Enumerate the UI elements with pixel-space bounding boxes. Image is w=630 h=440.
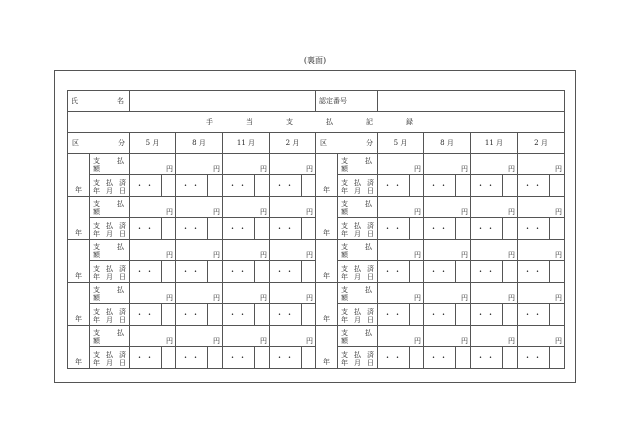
paid-date-cell[interactable]: ・・	[424, 175, 456, 197]
amount-cell[interactable]	[424, 197, 471, 218]
amount-row	[68, 283, 565, 304]
yen-unit: 円	[555, 337, 562, 345]
amount-cell[interactable]	[176, 283, 223, 304]
amount-label: 支 払 額	[90, 197, 130, 218]
paid-date-extra-cell[interactable]	[208, 304, 223, 326]
year-label: 年	[316, 326, 338, 369]
amount-cell[interactable]	[223, 197, 270, 218]
paid-date-cell[interactable]: ・・	[518, 261, 550, 283]
yen-unit: 円	[555, 165, 562, 173]
paid-date-cell[interactable]: ・・	[270, 304, 302, 326]
yen-unit: 円	[306, 294, 313, 302]
amount-cell[interactable]	[130, 240, 176, 261]
yen-unit: 円	[260, 337, 267, 345]
amount-cell[interactable]	[471, 326, 518, 347]
year-label: 年	[316, 283, 338, 326]
paid-date-cell[interactable]: ・・	[378, 304, 410, 326]
paid-date-cell[interactable]: ・・	[130, 304, 162, 326]
yen-unit: 円	[414, 165, 421, 173]
month-header-right-feb: 2 月	[518, 133, 565, 154]
yen-unit: 円	[213, 165, 220, 173]
paid-date-cell[interactable]: ・・	[270, 175, 302, 197]
paid-date-cell[interactable]: ・・	[130, 261, 162, 283]
paid-date-cell[interactable]: ・・	[471, 175, 503, 197]
paid-date-label	[338, 175, 378, 197]
paid-date-extra-cell[interactable]	[162, 218, 176, 240]
amount-cell[interactable]	[270, 326, 316, 347]
amount-label: 支 払 額	[90, 283, 130, 304]
paid-date-extra-cell[interactable]	[410, 261, 424, 283]
amount-cell[interactable]	[270, 283, 316, 304]
amount-cell[interactable]	[378, 326, 424, 347]
paid-date-extra-cell[interactable]	[302, 175, 316, 197]
certification-number-label: 認定番号	[316, 91, 378, 112]
yen-unit: 円	[508, 337, 515, 345]
paid-date-extra-cell[interactable]	[456, 261, 471, 283]
paid-date-extra-cell[interactable]	[503, 261, 518, 283]
paid-label-line2: 年 月 日	[341, 229, 374, 238]
yen-unit: 円	[260, 165, 267, 173]
paid-date-cell[interactable]: ・・	[518, 218, 550, 240]
paid-date-extra-cell[interactable]	[410, 175, 424, 197]
paid-date-cell[interactable]: ・・	[176, 218, 208, 240]
yen-unit: 円	[508, 251, 515, 259]
paid-date-cell[interactable]: ・・	[223, 347, 255, 369]
paid-date-cell[interactable]: ・・	[378, 347, 410, 369]
paid-date-cell[interactable]: ・・	[176, 304, 208, 326]
amount-label: 支 払 額	[338, 240, 378, 261]
paid-date-extra-cell[interactable]	[456, 347, 471, 369]
amount-cell[interactable]	[130, 283, 176, 304]
amount-cell[interactable]	[378, 240, 424, 261]
paid-date-extra-cell[interactable]	[550, 175, 565, 197]
yen-unit: 円	[166, 294, 173, 302]
amount-cell[interactable]	[518, 326, 565, 347]
yen-unit: 円	[414, 294, 421, 302]
paid-label-line1: 支 払 済	[341, 264, 374, 273]
amount-cell[interactable]	[378, 197, 424, 218]
yen-unit: 円	[213, 251, 220, 259]
paid-date-extra-cell[interactable]	[302, 347, 316, 369]
yen-unit: 円	[260, 294, 267, 302]
yen-unit: 円	[306, 251, 313, 259]
amount-cell[interactable]	[518, 154, 565, 175]
paid-label-line1: 支 払 済	[341, 221, 374, 230]
paid-date-label	[90, 218, 130, 240]
yen-unit: 円	[306, 165, 313, 173]
amount-cell[interactable]	[130, 154, 176, 175]
paid-date-extra-cell[interactable]	[255, 261, 270, 283]
amount-label: 支 払 額	[90, 154, 130, 175]
yen-unit: 円	[508, 294, 515, 302]
paid-date-extra-cell[interactable]	[162, 304, 176, 326]
amount-row	[68, 326, 565, 347]
year-label: 年	[68, 197, 90, 240]
paid-date-extra-cell[interactable]	[550, 218, 565, 240]
paid-date-cell[interactable]: ・・	[471, 304, 503, 326]
name-field[interactable]	[130, 91, 316, 112]
paid-date-extra-cell[interactable]	[255, 175, 270, 197]
paid-date-cell[interactable]: ・・	[424, 304, 456, 326]
paid-label-line2: 年 月 日	[93, 315, 126, 324]
year-label: 年	[316, 154, 338, 197]
paid-date-cell[interactable]: ・・	[518, 347, 550, 369]
paid-date-cell[interactable]: ・・	[130, 347, 162, 369]
paid-date-cell[interactable]: ・・	[471, 261, 503, 283]
paid-date-cell[interactable]: ・・	[378, 218, 410, 240]
year-label: 年	[68, 240, 90, 283]
payment-record-table	[67, 90, 565, 369]
paid-date-cell[interactable]: ・・	[424, 218, 456, 240]
paid-date-cell[interactable]: ・・	[223, 304, 255, 326]
paid-date-extra-cell[interactable]	[503, 218, 518, 240]
paid-date-extra-cell[interactable]	[255, 347, 270, 369]
page-side-caption: (裏面)	[303, 56, 327, 65]
paid-date-cell[interactable]: ・・	[471, 347, 503, 369]
paid-date-cell[interactable]: ・・	[130, 218, 162, 240]
paid-date-label	[338, 347, 378, 369]
amount-cell[interactable]	[424, 326, 471, 347]
yen-unit: 円	[555, 208, 562, 216]
month-header-right-aug: 8 月	[424, 133, 471, 154]
paid-date-cell[interactable]: ・・	[518, 175, 550, 197]
paid-date-extra-cell[interactable]	[208, 261, 223, 283]
paid-date-extra-cell[interactable]	[503, 347, 518, 369]
yen-unit: 円	[414, 251, 421, 259]
paid-date-cell[interactable]: ・・	[270, 261, 302, 283]
yen-unit: 円	[213, 294, 220, 302]
paid-date-label	[90, 261, 130, 283]
yen-unit: 円	[461, 251, 468, 259]
paid-label-line2: 年 月 日	[93, 186, 126, 195]
year-label: 年	[68, 326, 90, 369]
paid-date-extra-cell[interactable]	[208, 175, 223, 197]
paid-label-line1: 支 払 済	[93, 178, 126, 187]
paid-label-line1: 支 払 済	[93, 307, 126, 316]
paid-label-line2: 年 月 日	[341, 186, 374, 195]
yen-unit: 円	[166, 165, 173, 173]
amount-cell[interactable]	[223, 154, 270, 175]
paid-date-cell[interactable]: ・・	[270, 218, 302, 240]
yen-unit: 円	[213, 337, 220, 345]
paid-label-line1: 支 払 済	[341, 350, 374, 359]
paid-label-line1: 支 払 済	[341, 178, 374, 187]
paid-date-extra-cell[interactable]	[302, 261, 316, 283]
paid-date-extra-cell[interactable]	[456, 175, 471, 197]
paid-date-cell[interactable]: ・・	[223, 261, 255, 283]
yen-unit: 円	[555, 251, 562, 259]
amount-cell[interactable]	[518, 240, 565, 261]
paid-date-extra-cell[interactable]	[456, 218, 471, 240]
paid-date-extra-cell[interactable]	[302, 218, 316, 240]
amount-label: 支 払 額	[338, 154, 378, 175]
amount-label: 支 払 額	[338, 197, 378, 218]
paid-label-line2: 年 月 日	[341, 358, 374, 367]
paid-label-line1: 支 払 済	[93, 221, 126, 230]
amount-cell[interactable]	[471, 154, 518, 175]
yen-unit: 円	[414, 337, 421, 345]
amount-row	[68, 197, 565, 218]
month-header-left-aug: 8 月	[176, 133, 223, 154]
amount-cell[interactable]	[378, 283, 424, 304]
amount-cell[interactable]	[223, 326, 270, 347]
paid-date-cell[interactable]: ・・	[223, 175, 255, 197]
paid-date-extra-cell[interactable]	[162, 347, 176, 369]
amount-cell[interactable]	[176, 197, 223, 218]
paid-date-label	[338, 218, 378, 240]
paid-date-cell[interactable]: ・・	[424, 261, 456, 283]
month-header-left-nov: 11 月	[223, 133, 270, 154]
amount-cell[interactable]	[223, 283, 270, 304]
amount-cell[interactable]	[518, 283, 565, 304]
amount-cell[interactable]	[270, 240, 316, 261]
yen-unit: 円	[166, 251, 173, 259]
paid-date-cell[interactable]: ・・	[176, 347, 208, 369]
yen-unit: 円	[461, 208, 468, 216]
paid-label-line2: 年 月 日	[341, 315, 374, 324]
amount-cell[interactable]	[130, 326, 176, 347]
paid-date-label	[338, 261, 378, 283]
paid-date-label	[90, 347, 130, 369]
amount-label: 支 払 額	[338, 326, 378, 347]
name-label: 氏 名	[68, 91, 130, 112]
paid-date-extra-cell[interactable]	[550, 261, 565, 283]
year-label: 年	[68, 283, 90, 326]
amount-label: 支 払 額	[338, 283, 378, 304]
paid-label-line2: 年 月 日	[93, 358, 126, 367]
amount-label: 支 払 額	[90, 240, 130, 261]
paid-date-label	[338, 304, 378, 326]
paid-date-extra-cell[interactable]	[208, 347, 223, 369]
paid-date-extra-cell[interactable]	[503, 175, 518, 197]
amount-cell[interactable]	[471, 197, 518, 218]
paid-label-line1: 支 払 済	[93, 350, 126, 359]
year-label: 年	[68, 154, 90, 197]
paid-date-extra-cell[interactable]	[550, 347, 565, 369]
paid-date-label	[90, 304, 130, 326]
amount-cell[interactable]	[518, 197, 565, 218]
yen-unit: 円	[414, 208, 421, 216]
paid-date-cell[interactable]: ・・	[223, 218, 255, 240]
paid-date-extra-cell[interactable]	[302, 304, 316, 326]
amount-cell[interactable]	[176, 326, 223, 347]
year-label: 年	[316, 197, 338, 240]
year-label: 年	[316, 240, 338, 283]
yen-unit: 円	[555, 294, 562, 302]
amount-cell[interactable]	[130, 197, 176, 218]
paid-date-cell[interactable]: ・・	[378, 261, 410, 283]
paid-date-cell[interactable]: ・・	[176, 261, 208, 283]
yen-unit: 円	[306, 208, 313, 216]
month-header-left-may: 5 月	[130, 133, 176, 154]
paid-label-line2: 年 月 日	[341, 272, 374, 281]
month-header-left-feb: 2 月	[270, 133, 316, 154]
paid-date-extra-cell[interactable]	[550, 304, 565, 326]
amount-row	[68, 240, 565, 261]
amount-cell[interactable]	[176, 154, 223, 175]
amount-row	[68, 154, 565, 175]
paid-date-extra-cell[interactable]	[255, 304, 270, 326]
paid-label-line2: 年 月 日	[93, 272, 126, 281]
paid-date-cell[interactable]: ・・	[378, 175, 410, 197]
yen-unit: 円	[508, 165, 515, 173]
amount-cell[interactable]	[176, 240, 223, 261]
amount-cell[interactable]	[223, 240, 270, 261]
kubun-header-left: 区 分	[68, 133, 130, 154]
amount-cell[interactable]	[424, 283, 471, 304]
amount-cell[interactable]	[424, 240, 471, 261]
paid-label-line2: 年 月 日	[93, 229, 126, 238]
amount-cell[interactable]	[270, 197, 316, 218]
yen-unit: 円	[461, 165, 468, 173]
paid-date-extra-cell[interactable]	[410, 304, 424, 326]
paid-date-cell[interactable]: ・・	[471, 218, 503, 240]
amount-cell[interactable]	[471, 240, 518, 261]
certification-number-field[interactable]	[378, 91, 565, 112]
amount-cell[interactable]	[471, 283, 518, 304]
paid-date-extra-cell[interactable]	[162, 175, 176, 197]
yen-unit: 円	[213, 208, 220, 216]
paid-date-extra-cell[interactable]	[410, 218, 424, 240]
paid-date-extra-cell[interactable]	[410, 347, 424, 369]
paid-date-cell[interactable]: ・・	[130, 175, 162, 197]
paid-label-line1: 支 払 済	[341, 307, 374, 316]
paid-label-line1: 支 払 済	[93, 264, 126, 273]
yen-unit: 円	[166, 337, 173, 345]
section-title: 手 当 支 払 記 録	[68, 112, 565, 133]
paid-date-cell[interactable]: ・・	[176, 175, 208, 197]
month-header-right-may: 5 月	[378, 133, 424, 154]
paid-date-extra-cell[interactable]	[162, 261, 176, 283]
amount-label: 支 払 額	[90, 326, 130, 347]
yen-unit: 円	[461, 337, 468, 345]
paid-date-cell[interactable]: ・・	[270, 347, 302, 369]
yen-unit: 円	[260, 208, 267, 216]
month-header-right-nov: 11 月	[471, 133, 518, 154]
yen-unit: 円	[508, 208, 515, 216]
yen-unit: 円	[260, 251, 267, 259]
amount-cell[interactable]	[424, 154, 471, 175]
paid-date-cell[interactable]: ・・	[424, 347, 456, 369]
amount-cell[interactable]	[378, 154, 424, 175]
yen-unit: 円	[166, 208, 173, 216]
paid-date-extra-cell[interactable]	[456, 304, 471, 326]
paid-date-label	[90, 175, 130, 197]
yen-unit: 円	[306, 337, 313, 345]
yen-unit: 円	[461, 294, 468, 302]
paid-date-extra-cell[interactable]	[255, 218, 270, 240]
paid-date-extra-cell[interactable]	[208, 218, 223, 240]
paid-date-cell[interactable]: ・・	[518, 304, 550, 326]
kubun-header-right: 区 分	[316, 133, 378, 154]
paid-date-extra-cell[interactable]	[503, 304, 518, 326]
amount-cell[interactable]	[270, 154, 316, 175]
